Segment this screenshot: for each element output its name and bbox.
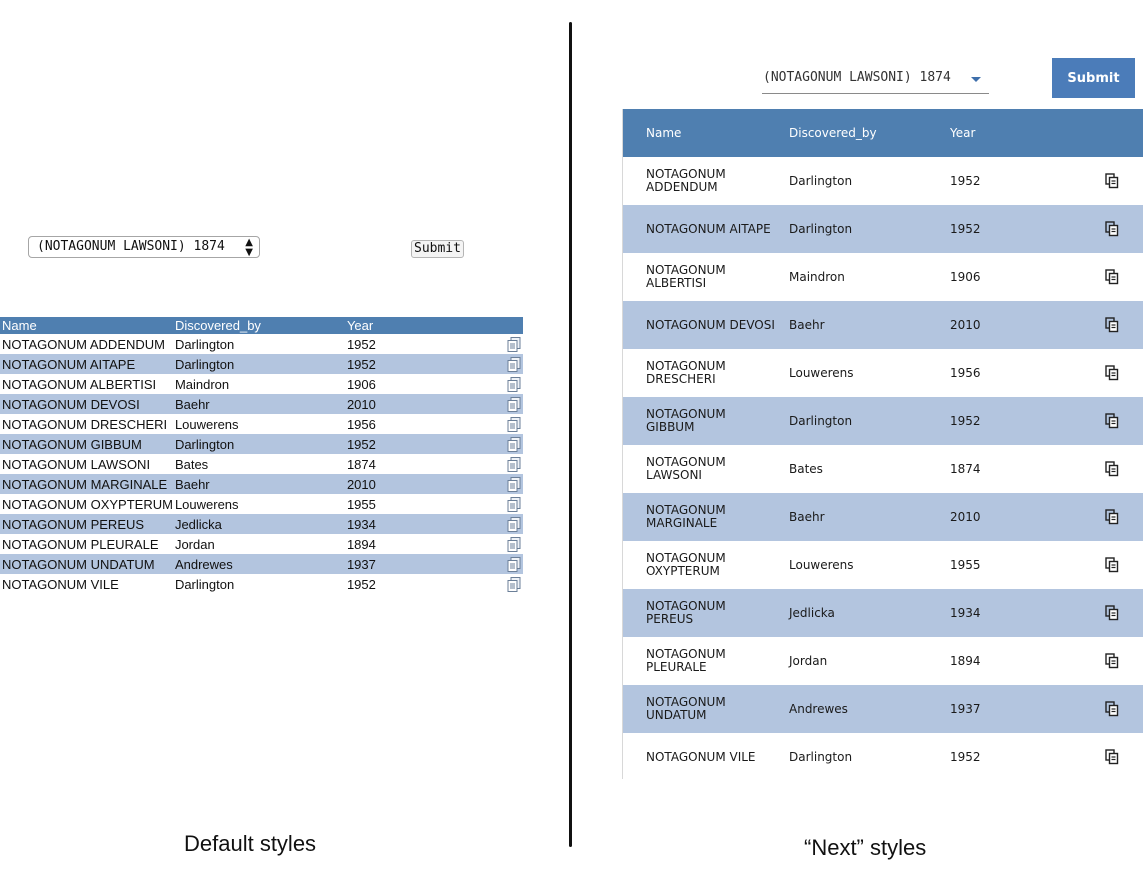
table-row: [623, 637, 1143, 685]
cell-year: 1952: [950, 174, 981, 188]
cell-discovered-by: Andrewes: [789, 702, 848, 716]
cell-name-line2: PLEURALE: [646, 660, 707, 674]
panel-caption: Default styles: [184, 831, 317, 856]
cell-discovered-by: Andrewes: [174, 556, 233, 572]
cell-discovered-by: Jordan: [789, 654, 828, 668]
cell-name: NOTAGONUM ALBERTISI: [2, 376, 157, 392]
copy-icon[interactable]: [1080, 445, 1143, 493]
document-icon[interactable]: [497, 474, 523, 494]
copy-icon[interactable]: [1080, 637, 1143, 685]
column-header-discovered-by: Discovered_by: [174, 318, 261, 333]
cell-discovered-by: Louwerens: [789, 366, 854, 380]
cell-name: [623, 445, 789, 493]
panel-divider: [569, 22, 572, 847]
cell-name: NOTAGONUM OXYPTERUM: [2, 496, 173, 512]
document-icon[interactable]: [497, 374, 523, 394]
cell-year: 1956: [950, 366, 981, 380]
cell-name: NOTAGONUM AITAPE: [2, 356, 136, 372]
cell-discovered-by: Darlington: [789, 174, 853, 188]
table-row: [0, 434, 523, 454]
cell-year: 1952: [950, 414, 981, 428]
table-row: [0, 454, 523, 474]
cell-name: NOTAGONUM UNDATUM: [2, 556, 155, 572]
cell-name: NOTAGONUM PLEURALE: [2, 536, 159, 552]
species-select[interactable]: [28, 236, 260, 258]
cell-name: NOTAGONUM GIBBUM: [2, 436, 142, 452]
cell-discovered-by: Darlington: [789, 750, 853, 764]
cell-name-line2: MARGINALE: [646, 516, 718, 530]
cell-name: [623, 301, 789, 349]
column-header-action: [1080, 109, 1143, 157]
cell-discovered-by: Darlington: [174, 576, 235, 592]
table-row: [0, 354, 523, 374]
copy-icon[interactable]: [1080, 685, 1143, 733]
cell-name-line1: NOTAGONUM PEREUS: [646, 599, 726, 626]
cell-year: 1937: [346, 556, 376, 572]
species-select-value: (NOTAGONUM LAWSONI) 1874: [763, 70, 951, 85]
select-arrows-icon: ▲ ▼: [245, 237, 253, 258]
document-icon[interactable]: [497, 334, 523, 354]
cell-year: 1952: [346, 336, 376, 352]
cell-year: 1937: [950, 702, 981, 716]
cell-name-line1: NOTAGONUM: [646, 551, 726, 565]
table-row: [623, 205, 1143, 253]
cell-discovered-by: Darlington: [789, 414, 853, 428]
document-icon[interactable]: [497, 534, 523, 554]
cell-discovered-by: Louwerens: [174, 496, 239, 512]
cell-name-line1: NOTAGONUM: [646, 359, 726, 373]
copy-icon[interactable]: [1080, 301, 1143, 349]
cell-discovered-by: Louwerens: [174, 416, 239, 432]
cell-year: 1956: [346, 416, 376, 432]
column-header-action: [497, 317, 523, 334]
cell-name-line1: NOTAGONUM DEVOSI: [646, 317, 775, 332]
cell-name-line1: NOTAGONUM GIBBUM: [646, 407, 726, 434]
cell-year: 1952: [346, 576, 376, 592]
cell-discovered-by: Maindron: [174, 376, 230, 392]
cell-name: NOTAGONUM MARGINALE: [2, 476, 168, 492]
cell-name: NOTAGONUM DRESCHERI: [2, 416, 168, 432]
document-icon[interactable]: [497, 554, 523, 574]
cell-name: [623, 541, 789, 589]
species-table: [623, 109, 1143, 781]
table-row: [623, 733, 1143, 781]
cell-year: 1906: [950, 270, 981, 284]
table-row: [0, 494, 523, 514]
cell-discovered-by: Darlington: [174, 436, 235, 452]
cell-year: 1894: [950, 654, 981, 668]
table-header-row: [623, 109, 1143, 157]
document-icon[interactable]: [497, 354, 523, 374]
table-row: [0, 374, 523, 394]
cell-discovered-by: Baehr: [789, 510, 825, 524]
cell-name: NOTAGONUM LAWSONI: [2, 456, 151, 472]
document-icon[interactable]: [497, 574, 523, 594]
cell-discovered-by: Baehr: [174, 476, 210, 492]
default-styles-panel: [0, 0, 565, 869]
cell-name: [623, 397, 789, 445]
cell-year: 1952: [950, 750, 981, 764]
cell-name-line2: UNDATUM: [646, 708, 707, 722]
cell-name: [623, 157, 789, 205]
cell-name-line1: NOTAGONUM: [646, 503, 726, 517]
document-icon[interactable]: [497, 434, 523, 454]
table-row: [0, 334, 523, 354]
cell-year: 2010: [950, 510, 981, 524]
cell-discovered-by: Bates: [789, 462, 823, 476]
species-select-value: (NOTAGONUM LAWSONI) 1874: [37, 239, 225, 254]
table-row: [623, 301, 1143, 349]
submit-button[interactable]: Submit: [1052, 58, 1135, 98]
copy-icon[interactable]: [1080, 397, 1143, 445]
cell-discovered-by: Darlington: [174, 336, 235, 352]
document-icon[interactable]: [497, 494, 523, 514]
cell-year: 1952: [950, 222, 981, 236]
column-header-year: Year: [950, 126, 976, 140]
cell-name-line1: NOTAGONUM AITAPE: [646, 221, 771, 236]
species-select[interactable]: [762, 66, 989, 94]
column-header-discovered-by: Discovered_by: [789, 126, 877, 140]
cell-discovered-by: Baehr: [174, 396, 210, 412]
cell-year: 1934: [346, 516, 376, 532]
cell-name-line2: OXYPTERUM: [646, 564, 720, 578]
table-row: [623, 541, 1143, 589]
table-row: [623, 157, 1143, 205]
table-row: [0, 474, 523, 494]
copy-icon[interactable]: [1080, 589, 1143, 637]
panel-caption: “Next” styles: [804, 835, 927, 860]
cell-name: NOTAGONUM ADDENDUM: [2, 336, 165, 352]
cell-name: NOTAGONUM PEREUS: [2, 516, 145, 532]
column-header-name: Name: [646, 125, 682, 140]
table-row: [0, 394, 523, 414]
cell-name: [623, 253, 789, 301]
cell-discovered-by: Darlington: [789, 222, 853, 236]
cell-year: 1894: [346, 536, 376, 552]
cell-name-line2: ADDENDUM: [646, 180, 718, 194]
table-header-row: [0, 317, 523, 334]
cell-discovered-by: Jedlicka: [174, 516, 222, 532]
cell-name-line1: NOTAGONUM: [646, 263, 726, 277]
document-icon[interactable]: [497, 454, 523, 474]
cell-year: 1955: [950, 558, 981, 572]
cell-discovered-by: Bates: [174, 456, 209, 472]
cell-name: NOTAGONUM DEVOSI: [2, 396, 140, 412]
cell-year: 2010: [346, 476, 376, 492]
table-row: [0, 554, 523, 574]
cell-name-line2: ALBERTISI: [646, 276, 707, 290]
copy-icon[interactable]: [1080, 205, 1143, 253]
cell-year: 1955: [346, 496, 376, 512]
cell-year: 1952: [346, 436, 376, 452]
cell-year: 1874: [346, 456, 376, 472]
cell-discovered-by: Darlington: [174, 356, 235, 372]
species-table: [0, 317, 523, 594]
cell-name: [623, 205, 789, 253]
cell-name-line1: NOTAGONUM: [646, 647, 726, 661]
copy-icon[interactable]: [1080, 493, 1143, 541]
cell-discovered-by: Maindron: [789, 270, 845, 284]
table-row: [0, 534, 523, 554]
copy-icon[interactable]: [1080, 541, 1143, 589]
cell-name-line1: NOTAGONUM: [646, 695, 726, 709]
document-icon[interactable]: [497, 514, 523, 534]
cell-year: 2010: [950, 318, 981, 332]
table-row: [0, 514, 523, 534]
cell-name: [623, 733, 789, 781]
copy-icon[interactable]: [1080, 349, 1143, 397]
table-row: [623, 589, 1143, 637]
cell-name: NOTAGONUM VILE: [2, 576, 119, 592]
table-row: [623, 253, 1143, 301]
cell-year: 2010: [346, 396, 376, 412]
cell-name-line2: DRESCHERI: [646, 372, 716, 386]
cell-year: 1952: [346, 356, 376, 372]
document-icon[interactable]: [497, 414, 523, 434]
table-row: [623, 493, 1143, 541]
cell-name: [623, 637, 789, 685]
cell-name-line1: NOTAGONUM VILE: [646, 749, 756, 764]
cell-name: [623, 493, 789, 541]
column-header-name: Name: [2, 318, 37, 333]
cell-year: 1906: [346, 376, 376, 392]
table-row: [623, 685, 1143, 733]
caret-down-icon: [971, 77, 981, 82]
table-row: [0, 574, 523, 594]
next-styles-panel: [576, 0, 1144, 869]
cell-name: [623, 349, 789, 397]
cell-year: 1874: [950, 462, 981, 476]
copy-icon[interactable]: [1080, 157, 1143, 205]
table-row: [0, 414, 523, 434]
cell-name: [623, 685, 789, 733]
cell-name-line1: NOTAGONUM: [646, 455, 726, 469]
cell-name-line1: NOTAGONUM: [646, 167, 726, 181]
cell-discovered-by: Louwerens: [789, 558, 854, 572]
table-row: [623, 397, 1143, 445]
cell-year: 1934: [950, 606, 981, 620]
cell-discovered-by: Baehr: [789, 318, 825, 332]
submit-button[interactable]: Submit: [411, 240, 464, 258]
copy-icon[interactable]: [1080, 733, 1143, 781]
table-row: [623, 349, 1143, 397]
cell-discovered-by: Jordan: [174, 536, 215, 552]
copy-icon[interactable]: [1080, 253, 1143, 301]
document-icon[interactable]: [497, 394, 523, 414]
cell-discovered-by: Jedlicka: [789, 606, 835, 620]
table-row: [623, 445, 1143, 493]
cell-name: [623, 589, 789, 637]
cell-name-line2: LAWSONI: [646, 468, 702, 482]
column-header-year: Year: [346, 318, 374, 333]
